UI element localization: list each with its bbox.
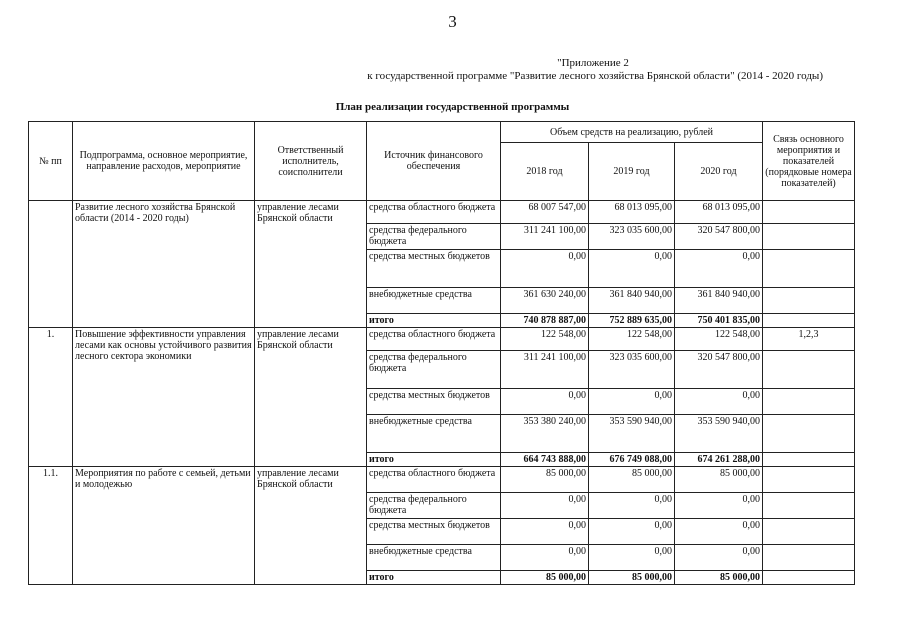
executor: управление лесами Брянской области xyxy=(255,201,367,328)
amount-2019: 68 013 095,00 xyxy=(589,201,675,224)
amount-2020: 0,00 xyxy=(675,389,763,415)
amount-2019: 122 548,00 xyxy=(589,328,675,351)
indicator-link-empty xyxy=(763,224,855,250)
plan-table-body xyxy=(29,201,855,585)
header-volume: Объем средств на реализацию, рублей xyxy=(501,122,763,143)
amount-2020: 750 401 835,00 xyxy=(675,314,763,328)
row-number xyxy=(29,201,73,328)
header-year-2020: 2020 год xyxy=(675,143,763,201)
amount-2018: 68 007 547,00 xyxy=(501,201,589,224)
amount-2018: 0,00 xyxy=(501,250,589,288)
header-link: Связь основного мероприятия и показателей (порядковые номера показателей) xyxy=(763,122,855,201)
amount-2018: 353 380 240,00 xyxy=(501,415,589,453)
indicator-link-empty xyxy=(763,415,855,453)
funding-source: средства федерального бюджета xyxy=(367,351,501,389)
funding-source: внебюджетные средства xyxy=(367,288,501,314)
header-num: № пп xyxy=(29,122,73,201)
plan-table xyxy=(28,121,855,585)
indicator-link xyxy=(763,201,855,224)
amount-2019: 676 749 088,00 xyxy=(589,453,675,467)
amount-2020: 320 547 800,00 xyxy=(675,351,763,389)
indicator-link-empty xyxy=(763,351,855,389)
executor: управление лесами Брянской области xyxy=(255,328,367,467)
funding-source: средства местных бюджетов xyxy=(367,250,501,288)
indicator-link-empty xyxy=(763,453,855,467)
funding-source: итого xyxy=(367,453,501,467)
amount-2019: 323 035 600,00 xyxy=(589,224,675,250)
amount-2020: 0,00 xyxy=(675,545,763,571)
amount-2018: 361 630 240,00 xyxy=(501,288,589,314)
amount-2019: 0,00 xyxy=(589,519,675,545)
page-number: 3 xyxy=(448,12,457,31)
indicator-link-empty xyxy=(763,571,855,585)
amount-2018: 0,00 xyxy=(501,389,589,415)
indicator-link-empty xyxy=(763,389,855,415)
amount-2019: 323 035 600,00 xyxy=(589,351,675,389)
amount-2019: 85 000,00 xyxy=(589,571,675,585)
indicator-link-empty xyxy=(763,545,855,571)
row-number: 1. xyxy=(29,328,73,467)
amount-2019: 85 000,00 xyxy=(589,467,675,493)
amount-2020: 122 548,00 xyxy=(675,328,763,351)
amount-2018: 0,00 xyxy=(501,519,589,545)
amount-2019: 0,00 xyxy=(589,545,675,571)
appendix-line1: "Приложение 2 xyxy=(557,57,629,69)
indicator-link-empty xyxy=(763,493,855,519)
funding-source: итого xyxy=(367,571,501,585)
amount-2020: 0,00 xyxy=(675,493,763,519)
amount-2020: 674 261 288,00 xyxy=(675,453,763,467)
funding-source: средства местных бюджетов xyxy=(367,519,501,545)
funding-source: внебюджетные средства xyxy=(367,415,501,453)
header-source: Источник финансового обеспечения xyxy=(367,122,501,201)
amount-2020: 68 013 095,00 xyxy=(675,201,763,224)
header-year-2019: 2019 год xyxy=(589,143,675,201)
document-title: План реализации государственной программы xyxy=(335,101,570,113)
header-name: Подпрограмма, основное мероприятие, направление расходов, мероприятие xyxy=(73,122,255,201)
amount-2018: 311 241 100,00 xyxy=(501,224,589,250)
amount-2018: 0,00 xyxy=(501,545,589,571)
amount-2018: 664 743 888,00 xyxy=(501,453,589,467)
amount-2019: 752 889 635,00 xyxy=(589,314,675,328)
row-number: 1.1. xyxy=(29,467,73,585)
funding-source: средства федерального бюджета xyxy=(367,493,501,519)
funding-source: средства местных бюджетов xyxy=(367,389,501,415)
amount-2018: 85 000,00 xyxy=(501,571,589,585)
amount-2020: 85 000,00 xyxy=(675,467,763,493)
indicator-link-empty xyxy=(763,288,855,314)
amount-2018: 122 548,00 xyxy=(501,328,589,351)
amount-2020: 0,00 xyxy=(675,250,763,288)
executor: управление лесами Брянской области xyxy=(255,467,367,585)
activity-name: Развитие лесного хозяйства Брянской области (2014 - 2020 годы) xyxy=(73,201,255,328)
amount-2018: 85 000,00 xyxy=(501,467,589,493)
amount-2020: 85 000,00 xyxy=(675,571,763,585)
amount-2020: 353 590 940,00 xyxy=(675,415,763,453)
appendix-line2: к государственной программе "Развитие лесного хозяйства Брянской области" (2014 - 2020 годы) xyxy=(367,70,823,82)
header-year-2018: 2018 год xyxy=(501,143,589,201)
indicator-link-empty xyxy=(763,314,855,328)
amount-2018: 311 241 100,00 xyxy=(501,351,589,389)
amount-2020: 361 840 940,00 xyxy=(675,288,763,314)
amount-2020: 0,00 xyxy=(675,519,763,545)
indicator-link-empty xyxy=(763,519,855,545)
indicator-link: 1,2,3 xyxy=(763,328,855,351)
funding-source: средства областного бюджета xyxy=(367,328,501,351)
amount-2020: 320 547 800,00 xyxy=(675,224,763,250)
indicator-link-empty xyxy=(763,250,855,288)
amount-2018: 740 878 887,00 xyxy=(501,314,589,328)
amount-2019: 353 590 940,00 xyxy=(589,415,675,453)
funding-source: средства областного бюджета xyxy=(367,201,501,224)
activity-name: Повышение эффективности управления лесами как основы устойчивого развития лесного сектора экономики xyxy=(73,328,255,467)
amount-2018: 0,00 xyxy=(501,493,589,519)
amount-2019: 0,00 xyxy=(589,250,675,288)
table-row xyxy=(29,201,855,224)
appendix-note xyxy=(363,57,823,83)
indicator-link xyxy=(763,467,855,493)
activity-name: Мероприятия по работе с семьей, детьми и молодежью xyxy=(73,467,255,585)
funding-source: средства областного бюджета xyxy=(367,467,501,493)
amount-2019: 0,00 xyxy=(589,389,675,415)
amount-2019: 0,00 xyxy=(589,493,675,519)
funding-source: итого xyxy=(367,314,501,328)
table-row xyxy=(29,328,855,351)
amount-2019: 361 840 940,00 xyxy=(589,288,675,314)
funding-source: внебюджетные средства xyxy=(367,545,501,571)
table-row xyxy=(29,467,855,493)
funding-source: средства федерального бюджета xyxy=(367,224,501,250)
header-executor: Ответственный исполнитель, соисполнители xyxy=(255,122,367,201)
